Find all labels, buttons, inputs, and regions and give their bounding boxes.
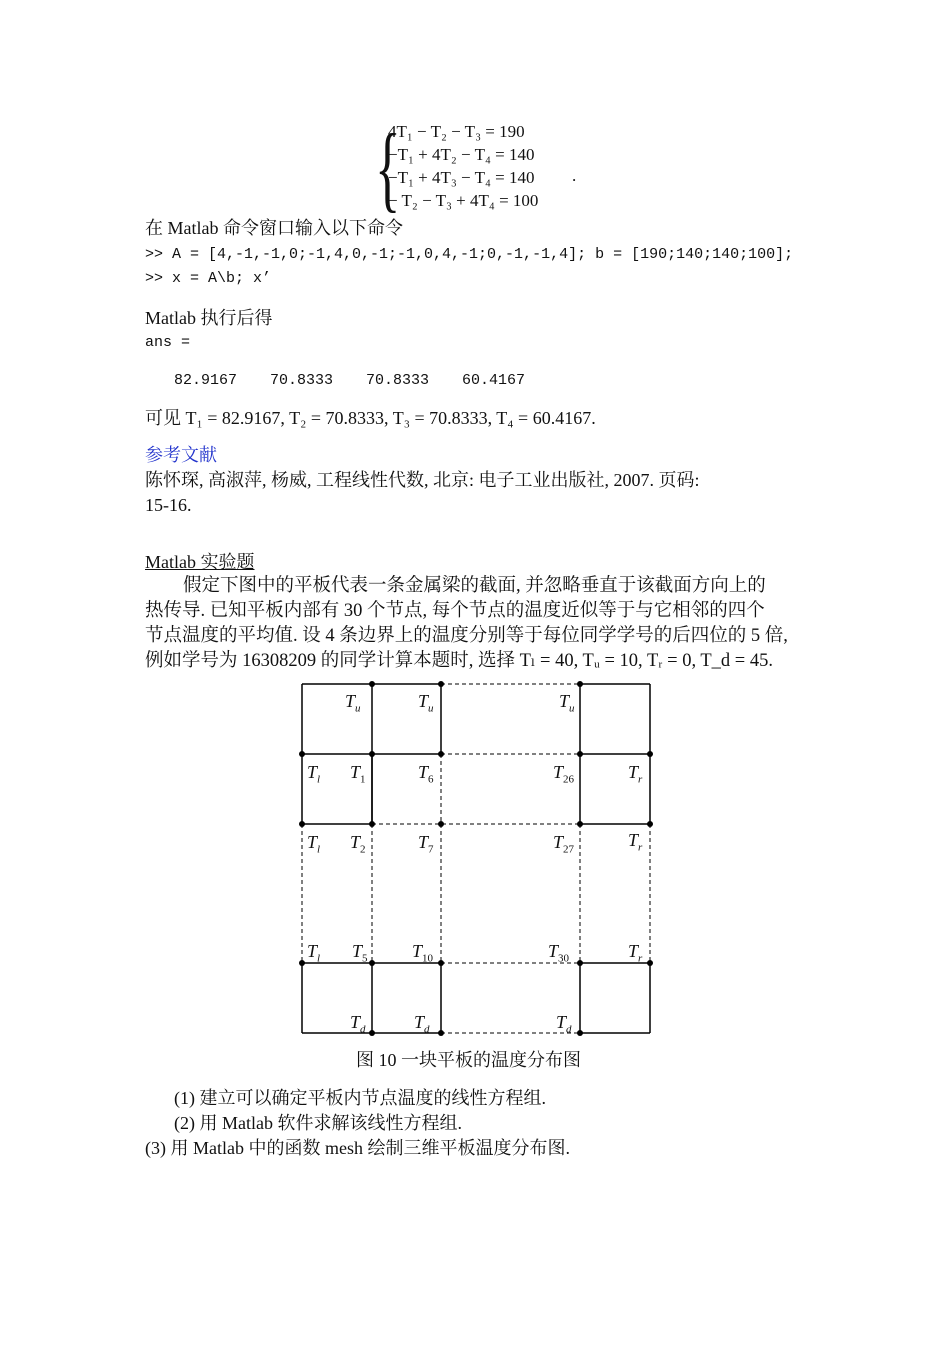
ans-value-4: 60.4167 <box>462 372 526 389</box>
label-tl-3: $T_l$ <box>307 941 321 965</box>
result-line: 可见 T₁ = 82.9167, T₂ = 70.8333, T₃ = 70.8333, T₄ = 60.4167. <box>145 408 596 428</box>
equation-line-2: −T₁ + 4T₂ − T₄ = 140 <box>388 145 535 164</box>
experiment-para-3: 节点温度的平均值. 设 4 条边界上的温度分别等于每位同学学号的后四位的 5 倍, <box>145 626 788 646</box>
ans-value-3: 70.8333 <box>366 372 430 389</box>
reference-line-2: 15-16. <box>145 495 192 515</box>
label-td-2: $T_d$ <box>414 1012 430 1036</box>
experiment-para-2: 热传导. 已知平板内部有 30 个节点, 每个节点的温度近似等于与它相邻的四个 <box>145 601 765 621</box>
experiment-para-4: 例如学号为 16308209 的同学计算本题时, 选择 Tₗ = 40, Tᵤ = 10, Tᵣ = 0, T_d = 45. <box>145 651 773 671</box>
ans-label: ans = <box>145 334 191 351</box>
label-td-3: $T_d$ <box>556 1012 572 1036</box>
question-2: (2) 用 Matlab 软件求解该线性方程组. <box>174 1113 462 1133</box>
label-t27: $T_{27}$ <box>553 832 575 856</box>
label-t1: $T_1$ <box>350 762 366 786</box>
equation-period: . <box>572 166 577 185</box>
label-t10: $T_{10}$ <box>412 941 434 965</box>
reference-line-1: 陈怀琛, 高淑萍, 杨威, 工程线性代数, 北京: 电子工业出版社, 2007. 页码: <box>145 470 700 490</box>
question-3: (3) 用 Matlab 中的函数 mesh 绘制三维平板温度分布图. <box>145 1138 570 1158</box>
label-t26: $T_{26}$ <box>553 762 575 786</box>
label-tr-1: $T_r$ <box>628 762 643 786</box>
figure-caption: 图 10 一块平板的温度分布图 <box>356 1050 581 1070</box>
label-tu-2: $T_u$ <box>418 691 434 715</box>
label-t2: $T_2$ <box>350 832 366 856</box>
label-t30: $T_{30}$ <box>548 941 570 965</box>
reference-heading: 参考文献 <box>145 445 217 465</box>
label-tr-3: $T_r$ <box>628 941 643 965</box>
label-t5: $T_5$ <box>352 941 368 965</box>
label-tu-3: $T_u$ <box>559 691 575 715</box>
label-td-1: $T_d$ <box>350 1012 366 1036</box>
question-1: (1) 建立可以确定平板内节点温度的线性方程组. <box>174 1088 546 1108</box>
label-t6: $T_6$ <box>418 762 434 786</box>
experiment-para-1: 假定下图中的平板代表一条金属梁的截面, 并忽略垂直于该截面方向上的 <box>183 576 766 596</box>
intro-line: 在 Matlab 命令窗口输入以下命令 <box>145 218 403 238</box>
label-t7: $T_7$ <box>418 832 434 856</box>
exec-line: Matlab 执行后得 <box>145 308 273 328</box>
matlab-command-1: >> A = [4,-1,-1,0;-1,4,0,-1;-1,0,4,-1;0,-1,-1,4]; b = [190;140;140;100]; <box>145 246 794 263</box>
equation-line-1: 4T₁ − T₂ − T₃ = 190 <box>388 122 525 141</box>
ans-value-1: 82.9167 <box>174 372 238 389</box>
label-tu-1: $T_u$ <box>345 691 361 715</box>
label-tr-2: $T_r$ <box>628 830 643 854</box>
equation-line-3: −T₁ + 4T₃ − T₄ = 140 <box>388 168 535 187</box>
equation-brace: { <box>375 114 401 221</box>
experiment-title: Matlab 实验题 <box>145 552 255 572</box>
label-tl-2: $T_l$ <box>307 832 321 856</box>
matlab-command-2: >> x = A\b; x’ <box>145 270 272 287</box>
ans-value-2: 70.8333 <box>270 372 334 389</box>
equation-line-4: − T₂ − T₃ + 4T₄ = 100 <box>388 191 539 210</box>
label-tl-1: $T_l$ <box>307 762 321 786</box>
